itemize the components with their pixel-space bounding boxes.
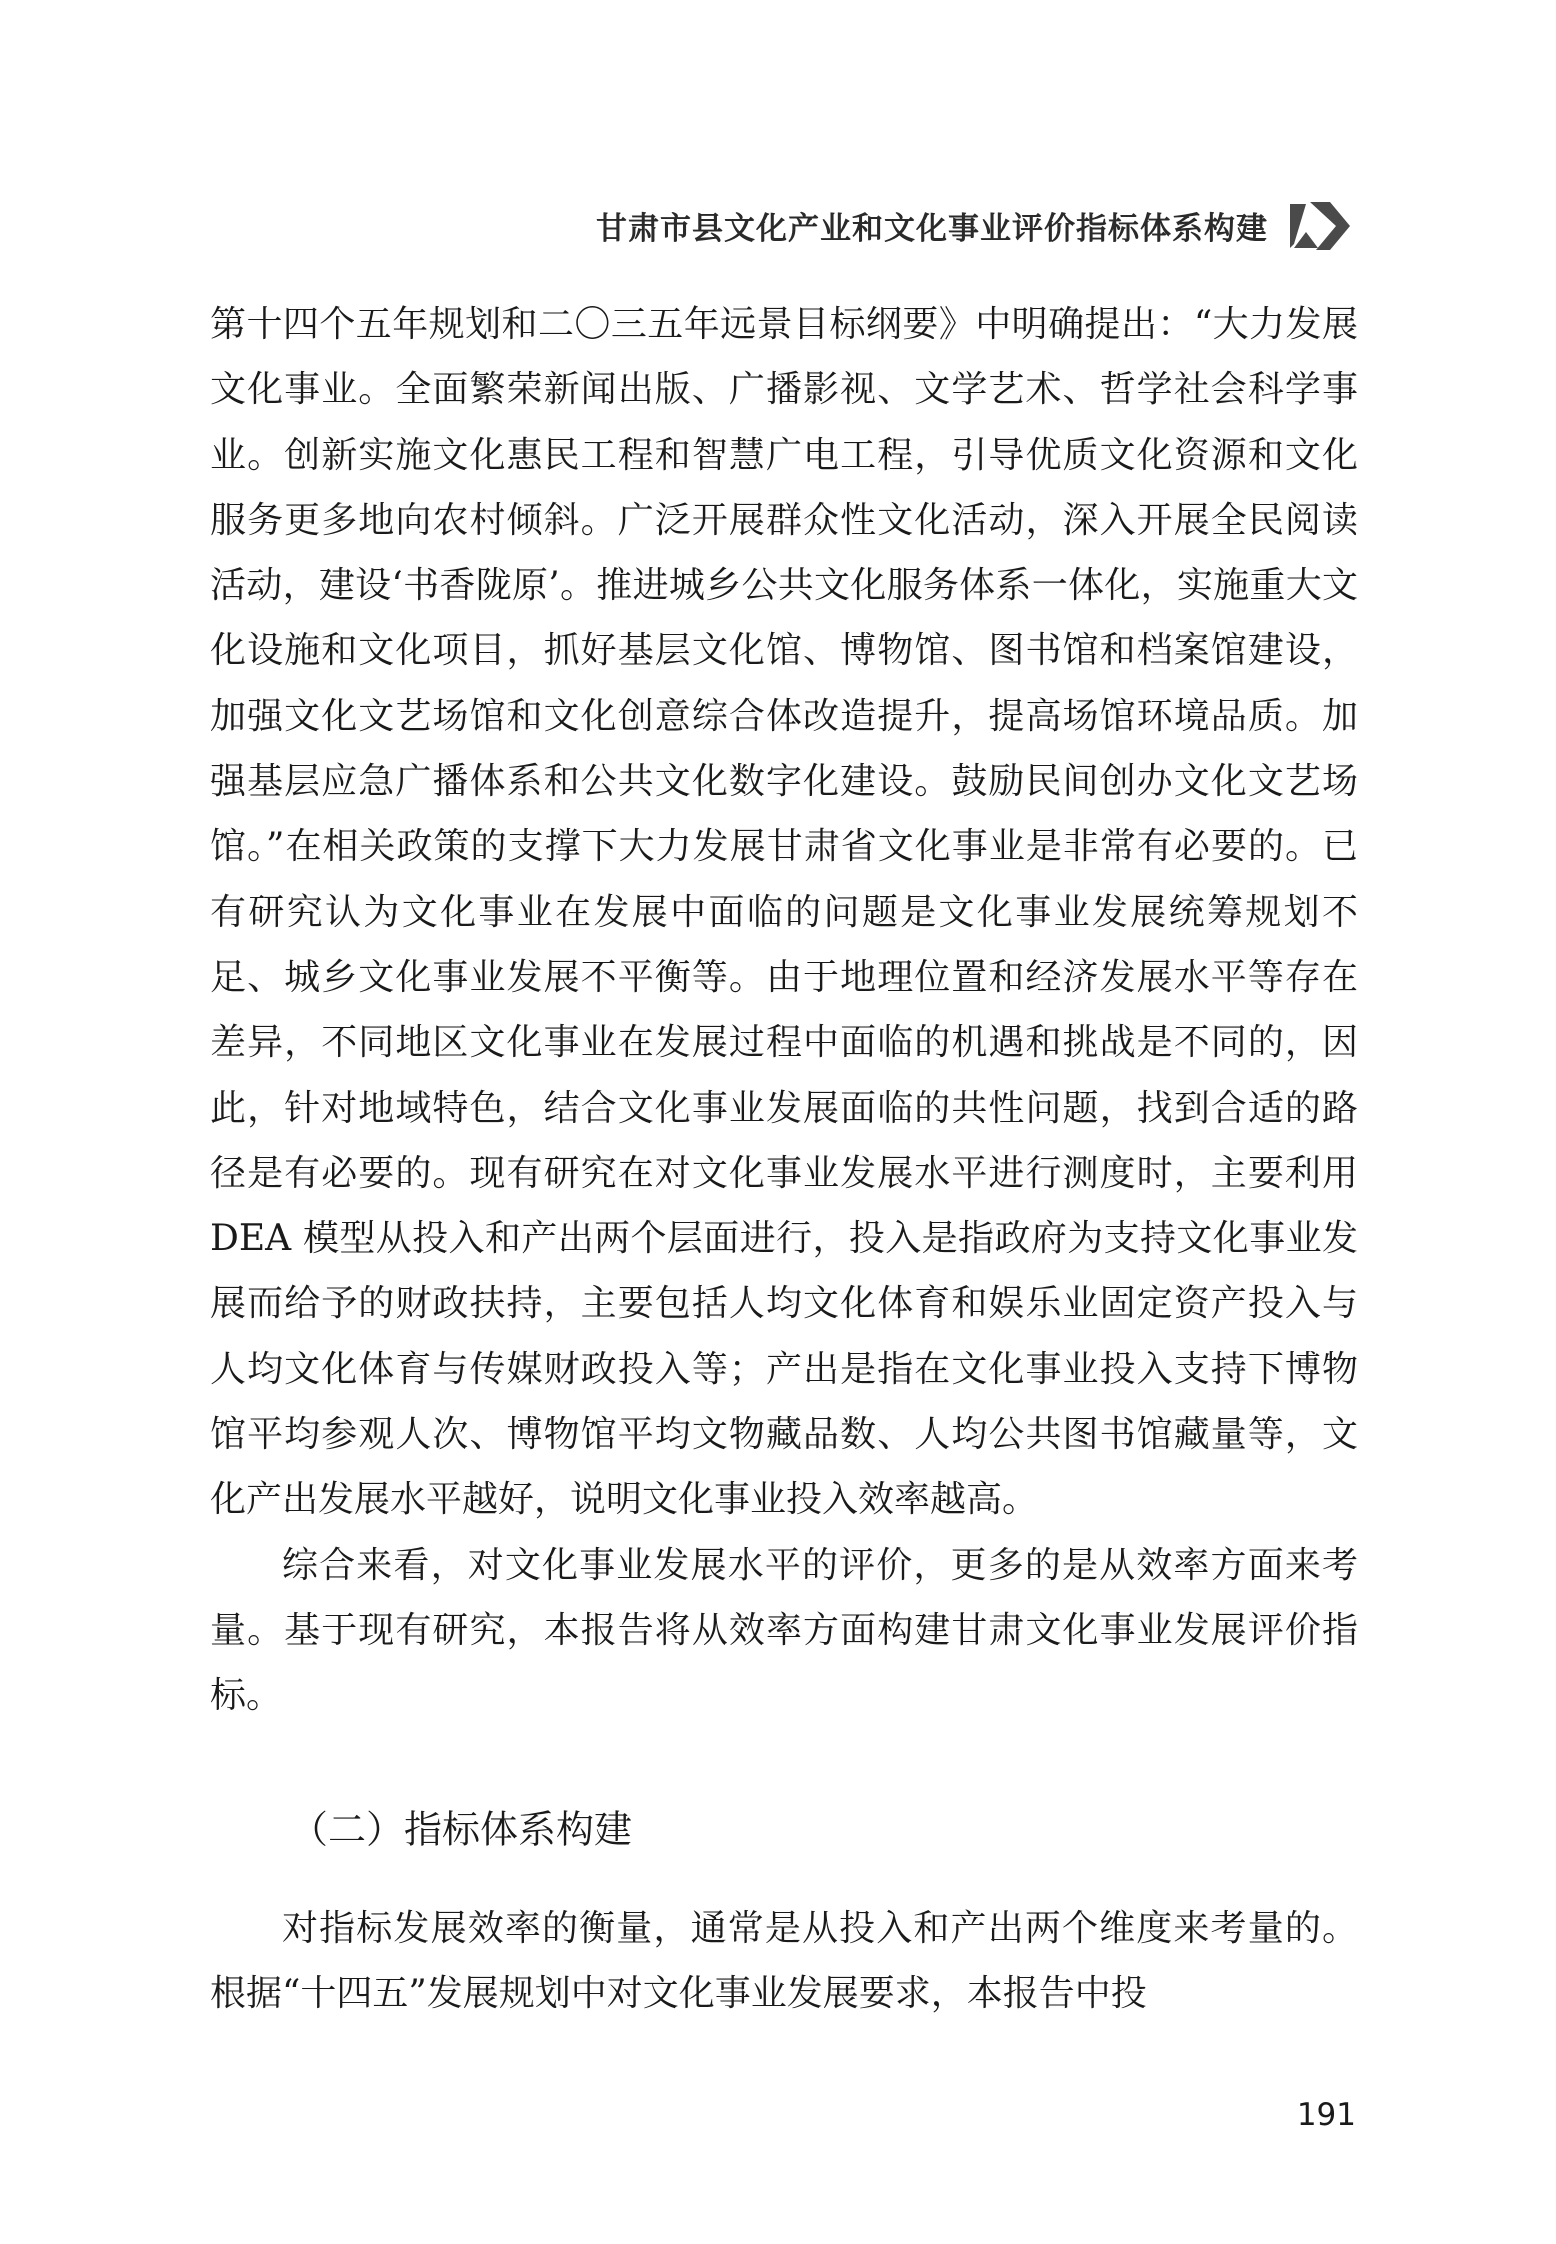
section-paragraph: 对指标发展效率的衡量，通常是从投入和产出两个维度来考量的。根据“十四五”发展规划中对文化事业发展要求，本报告中投 [210, 1908, 1358, 2015]
paragraph-summary: 综合来看，对文化事业发展水平的评价，更多的是从效率方面来考量。基于现有研究，本报告将从效率方面构建甘肃文化事业发展评价指标。 [210, 1544, 1358, 1717]
running-title: 甘肃市县文化产业和文化事业评价指标体系构建 [596, 210, 1268, 247]
running-header [596, 195, 1356, 255]
body-text-block [210, 292, 1358, 1729]
paragraph-continued: 第十四个五年规划和二〇三五年远景目标纲要》中明确提出：“大力发展文化事业。全面繁荣新闻出版、广播影视、文学艺术、哲学社会科学事业。创新实施文化惠民工程和智慧广电工程，引导优质文化资源和文化服务更多地向农村倾斜。广泛开展群众性文化活动，深入开展全民阅读活动，建设‘书香陇原’。推进城乡公共文化服务体系一体化，实施重大文化设施和文化项目，抓好基层文化馆、博物馆、图书馆和档案馆建设，加强文化文艺场馆和文化创意综合体改造提升，提高场馆环境品质。加强基层应急广播体系和公共文化数字化建设。鼓励民间创办文化文艺场馆。”在相关政策的支撑下大力发展甘肃省文化事业是非常有必要的。已有研究认为文化事业在发展中面临的问题是文化事业发展统筹规划不足、城乡文化事业发展不平衡等。由于地理位置和经济发展水平等存在差异，不同地区文化事业在发展过程中面临的机遇和挑战是不同的，因此，针对地域特色，结合文化事业发展面临的共性问题，找到合适的路径是有必要的。现有研究在对文化事业发展水平进行测度时，主要利用 DEA 模型从投入和产出两个层面进行，投入是指政府为支持文化事业发展而给予的财政扶持，主要包括人均文化体育和娱乐业固定资产投入与人均文化体育与传媒财政投入等；产出是指在文化事业投入支持下博物馆平均参观人次、博物馆平均文物藏品数、人均公共图书馆藏量等，文化产出发展水平越好，说明文化事业投入效率越高。 [210, 304, 1358, 1521]
book-corner-arrow-icon [1286, 198, 1356, 253]
page-number: 191 [1296, 2097, 1356, 2133]
section-body-text [210, 1896, 1358, 2027]
section-heading: （二）指标体系构建 [290, 1807, 633, 1852]
